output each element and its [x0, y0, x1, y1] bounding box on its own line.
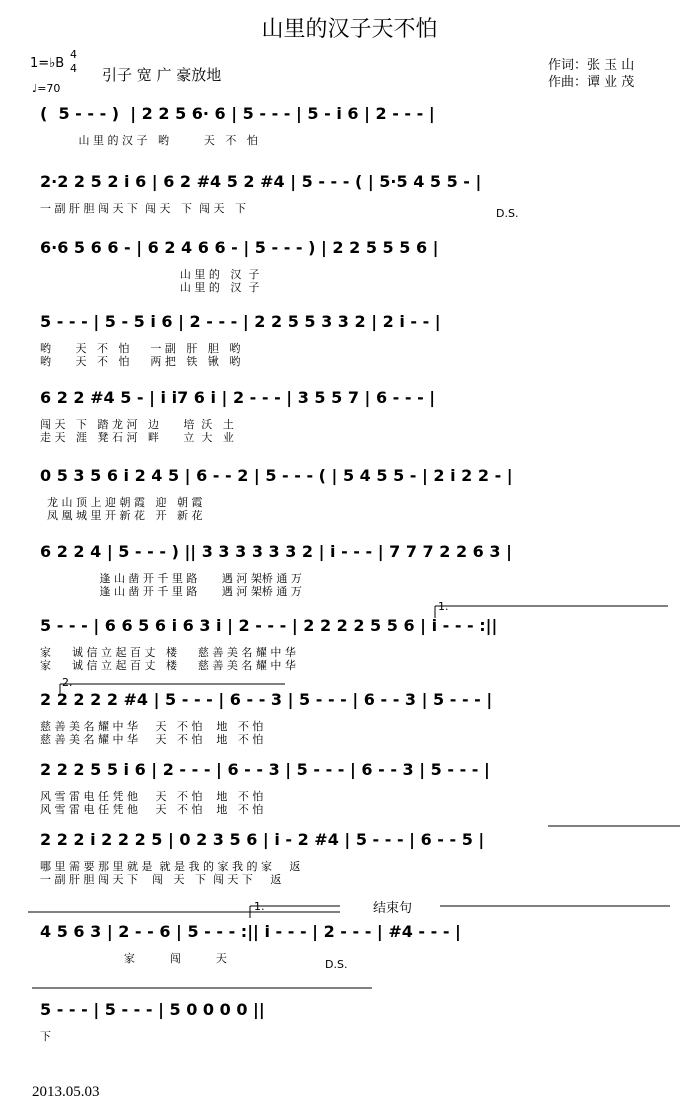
lyrics-row-6-verse-1: 龙 山 顶 上 迎 朝 霞 迎 朝 霞	[40, 496, 203, 509]
lyrics-row-9-verse-1: 慈 善 美 名 耀 中 华 天 不 怕 地 不 怕	[40, 720, 264, 733]
lyricist: 作词：张 玉 山	[548, 58, 635, 73]
lyrics-row-11-verse-2: 一 副 肝 胆 闯 天 下 闯 天 下 闯 天 下 返	[40, 873, 282, 886]
notation-row-4: 5 - - - | 5 - 5 i 6 | 2 - - - | 2 2 5 5 3 3 2 | 2 i - - |	[40, 312, 441, 331]
date-stamp: 2013.05.03	[32, 1084, 100, 1100]
lyrics-row-8-verse-2: 家 诚 信 立 起 百 丈 楼 慈 善 美 名 耀 中 华	[40, 659, 296, 672]
ds-marking-final: D.S.	[325, 958, 348, 971]
tempo-marking: ♩=70	[32, 82, 61, 95]
composer: 作曲：谭 业 茂	[548, 75, 635, 90]
lyrics-row-5-verse-1: 闯 天 下 踏 龙 河 边 培 沃 土	[40, 418, 234, 431]
notation-row-13: 5 - - - | 5 - - - | 5 0 0 0 0 ||	[40, 1000, 265, 1019]
notation-row-7: 6 2 2 4 | 5 - - - ) || 3 3 3 3 3 3 2 | i - - - | 7 7 7 2 2 6 3 |	[40, 542, 512, 561]
notation-row-6: 0 5 3 5 6 i 2 4 5 | 6 - - 2 | 5 - - - ( | 5 4 5 5 - | 2 i 2 2 - |	[40, 466, 513, 485]
lyrics-row-13-verse-1: 下	[40, 1030, 51, 1043]
time-signature-denominator: 4	[70, 62, 77, 75]
lyrics-row-4-verse-2: 哟 天 不 怕 两 把 铁 锹 哟	[40, 355, 241, 368]
lyrics-row-10-verse-2: 风 雪 雷 电 任 凭 他 天 不 怕 地 不 怕	[40, 803, 264, 816]
time-signature-numerator: 4	[70, 48, 77, 61]
lyrics-row-1-verse-1: 山 里 的 汉 子 哟 天 不 怕	[40, 134, 258, 147]
notation-row-8: 5 - - - | 6 6 5 6 i 6 3 i | 2 - - - | 2 2 2 2 5 5 6 | i - - - :||	[40, 616, 498, 635]
lyrics-row-8-verse-1: 家 诚 信 立 起 百 丈 楼 慈 善 美 名 耀 中 华	[40, 646, 296, 659]
ending-label: 结束句	[373, 901, 413, 916]
key-signature: 1=♭B	[30, 56, 65, 71]
lyrics-row-6-verse-2: 凤 凰 城 里 开 新 花 开 新 花	[40, 509, 203, 522]
lyrics-row-11-verse-1: 哪 里 需 要 那 里 就 是 就 是 我 的 家 我 的 家 返	[40, 860, 301, 873]
notation-row-2: 2·2 2 5 2 i 6 | 6 2 #4 5 2 #4 | 5 - - - ( | 5·5 4 5 5 - |	[40, 172, 482, 191]
volta-first: 1.	[438, 600, 449, 613]
notation-row-3: 6·6 5 6 6 - | 6 2 4 6 6 - | 5 - - - ) | 2 2 5 5 5 6 |	[40, 238, 439, 257]
ds-marking: D.S.	[496, 207, 519, 220]
notation-row-11: 2 2 2 i 2 2 2 5 | 0 2 3 5 6 | i - 2 #4 | 5 - - - | 6 - - 5 |	[40, 830, 485, 849]
volta-first-end: 1.	[254, 900, 265, 913]
notation-row-9: 2 2 2 2 2 #4 | 5 - - - | 6 - - 3 | 5 - - - | 6 - - 3 | 5 - - - |	[40, 690, 493, 709]
lyrics-row-10-verse-1: 风 雪 雷 电 任 凭 他 天 不 怕 地 不 怕	[40, 790, 264, 803]
notation-row-1: ( 5 - - - ) | 2 2 5 6· 6 | 5 - - - | 5 - i 6 | 2 - - - |	[40, 104, 435, 123]
notation-row-12: 4 5 6 3 | 2 - - 6 | 5 - - - :|| i - - - | 2 - - - | #4 - - - |	[40, 922, 461, 941]
song-title: 山里的汉子天不怕	[261, 17, 438, 42]
lyrics-row-3-verse-2: 山 里 的 汉 子	[40, 281, 260, 294]
notation-row-10: 2 2 2 5 5 i 6 | 2 - - - | 6 - - 3 | 5 - - - | 6 - - 3 | 5 - - - |	[40, 760, 490, 779]
lyrics-row-4-verse-1: 哟 天 不 怕 一 副 肝 胆 哟	[40, 342, 241, 355]
lyrics-row-5-verse-2: 走 天 涯 凳 石 河 畔 立 大 业	[40, 431, 234, 444]
lyrics-row-9-verse-2: 慈 善 美 名 耀 中 华 天 不 怕 地 不 怕	[40, 733, 264, 746]
lyrics-row-3-verse-1: 山 里 的 汉 子	[40, 268, 260, 281]
lyrics-row-12-verse-1: 家 闯 天	[40, 952, 227, 965]
lyrics-row-7-verse-1: 逢 山 凿 开 千 里 路 遇 河 架桥 通 万	[40, 572, 302, 585]
lyrics-row-2-verse-1: 一 副 肝 胆 闯 天 下 闯 天 下 闯 天 下	[40, 202, 246, 215]
notation-row-5: 6 2 2 #4 5 - | i i7 6 i | 2 - - - | 3 5 5 7 | 6 - - - |	[40, 388, 436, 407]
volta-second: 2.	[62, 676, 73, 689]
lyrics-row-7-verse-2: 逢 山 凿 开 千 里 路 遇 河 架桥 通 万	[40, 585, 302, 598]
style-marking: 引子 宽 广 豪放地	[102, 66, 222, 84]
